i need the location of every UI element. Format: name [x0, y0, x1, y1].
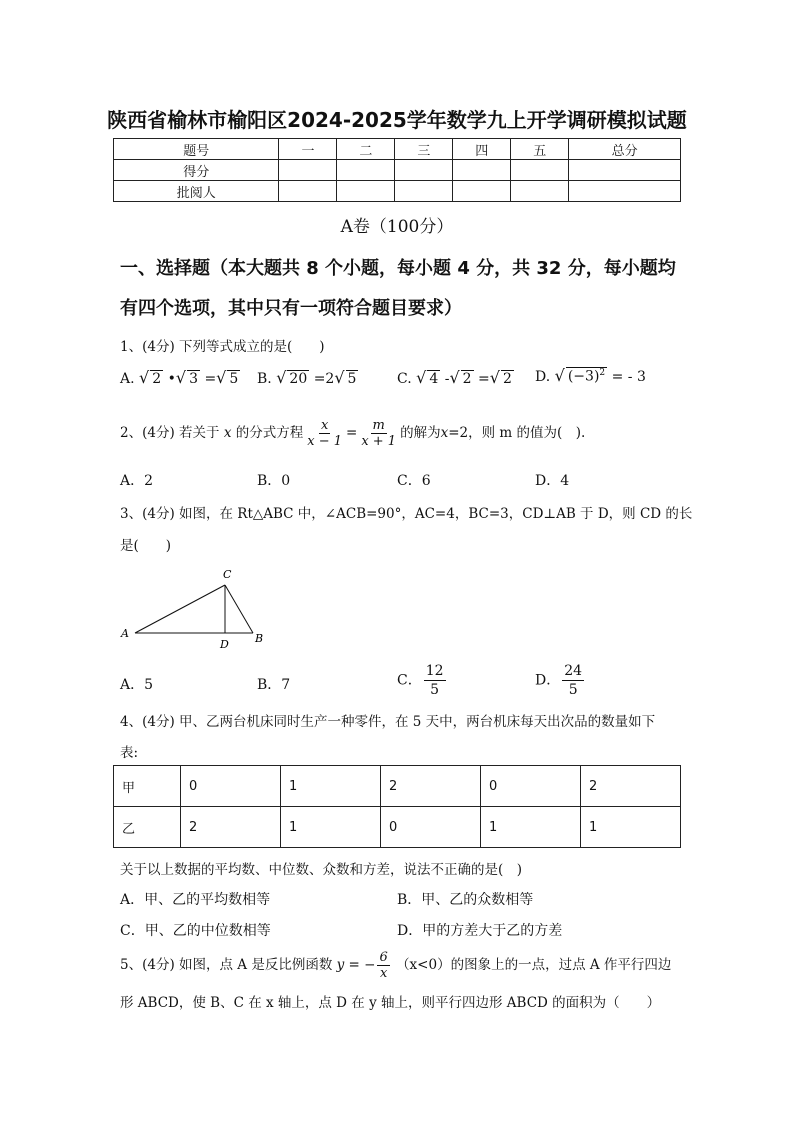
- q4-option-a[interactable]: A．甲、乙的平均数相等: [120, 892, 271, 908]
- score-header-cell: 五: [511, 139, 569, 160]
- segment-cb: [225, 585, 253, 633]
- q1-a-rad2: 3: [189, 371, 198, 387]
- score-header-cell: 二: [337, 139, 395, 160]
- score-cell[interactable]: [279, 160, 337, 181]
- table-cell: 1: [281, 807, 381, 848]
- q1-option-c[interactable]: [397, 368, 514, 387]
- section1-heading-line1: 一、选择题（本大题共 8 个小题，每小题 4 分，共 32 分，每小题均: [120, 258, 676, 279]
- score-header-cell: 总分: [569, 139, 681, 160]
- score-table-header-row: [114, 139, 681, 160]
- q2-stem-end: =2，则 m 的值为( ).: [448, 425, 586, 441]
- reviewer-cell[interactable]: [569, 181, 681, 202]
- q5-y-eq: y = −: [336, 957, 376, 973]
- q3-d-num: 24: [564, 663, 583, 679]
- q4-data-table: [113, 765, 681, 848]
- q3-d-fraction: [562, 662, 584, 699]
- q2-sol-var: x: [440, 425, 449, 441]
- q5-f-num: 6: [379, 950, 388, 965]
- q5-stem-line1: [120, 950, 671, 981]
- q5-stem-line2: 形 ABCD，使 B、C 在 x 轴上，点 D 在 y 轴上，则平行四边形 ABCD 的面积为（ ）: [120, 995, 661, 1011]
- q4-option-c[interactable]: C．甲、乙的中位数相等: [120, 923, 271, 939]
- score-cell[interactable]: [453, 160, 511, 181]
- q1-a-eq: =: [204, 371, 217, 387]
- q3-d-den: 5: [568, 682, 578, 698]
- table-cell: 0: [381, 807, 481, 848]
- score-row-label: 得分: [114, 160, 279, 181]
- table-cell: 乙: [114, 807, 181, 848]
- q2-stem-mid: 的分式方程: [235, 425, 304, 441]
- reviewer-cell[interactable]: [511, 181, 569, 202]
- q1-b-eq: =2: [313, 371, 335, 387]
- reviewer-cell[interactable]: [337, 181, 395, 202]
- q5-stem-post: （x<0）的图象上的一点，过点 A 作平行四边: [396, 957, 672, 973]
- table-row: [114, 807, 681, 848]
- q4-option-b[interactable]: B．甲、乙的众数相等: [397, 892, 534, 908]
- reviewer-row-label: 批阅人: [114, 181, 279, 202]
- q1-stem: 1、(4分) 下列等式成立的是( ): [120, 339, 325, 355]
- q2-fraction-1: [305, 418, 344, 449]
- q3-option-c[interactable]: [397, 662, 448, 699]
- table-cell: 甲: [114, 766, 181, 807]
- score-header-cell: 四: [453, 139, 511, 160]
- score-header-cell: 一: [279, 139, 337, 160]
- q1-c-rad3: 2: [502, 371, 512, 387]
- exam-title: 陕西省榆林市榆阳区2024-2025学年数学九上开学调研模拟试题: [107, 108, 687, 132]
- q1-option-d[interactable]: [535, 366, 646, 385]
- q3-c-label: C．: [397, 672, 422, 689]
- section-a-heading: A卷（100分）: [340, 217, 454, 237]
- q1-option-b[interactable]: [257, 368, 358, 387]
- score-header-cell: 题号: [114, 139, 279, 160]
- q3-option-a[interactable]: A．5: [120, 677, 154, 693]
- q2-f2-num: m: [372, 418, 385, 433]
- table-row: [114, 766, 681, 807]
- q1-a-rad1: 2: [152, 371, 162, 387]
- table-cell: 1: [581, 807, 681, 848]
- sqrt-icon: √: [175, 368, 187, 387]
- q1-a-rad3: 5: [229, 371, 239, 387]
- reviewer-row: [114, 181, 681, 202]
- q2-option-b[interactable]: B．0: [257, 473, 291, 489]
- sqrt-icon: √: [489, 368, 500, 387]
- q1-option-a[interactable]: [120, 368, 240, 387]
- q1-c-rad2: 2: [462, 371, 472, 387]
- table-cell: 2: [181, 807, 281, 848]
- q3-d-label: D．: [535, 672, 561, 689]
- q5-f-den: x: [379, 966, 388, 981]
- q2-var-x: x: [223, 425, 232, 441]
- reviewer-cell[interactable]: [279, 181, 337, 202]
- q1-c-rad1: 4: [429, 371, 439, 387]
- q1-a-label: A.: [120, 371, 135, 387]
- sqrt-icon: √: [139, 368, 150, 387]
- point-b-label: B: [255, 632, 264, 645]
- score-table: [113, 138, 681, 202]
- score-cell[interactable]: [395, 160, 453, 181]
- q1-d-rad: [566, 367, 607, 385]
- q2-f2-den: x + 1: [361, 434, 397, 449]
- q1-c-minus: -: [444, 371, 450, 387]
- q1-d-eq: = - 3: [611, 369, 646, 385]
- point-d-label: D: [220, 638, 229, 651]
- q1-c-label: C.: [397, 371, 412, 387]
- q1-c-eq: =: [478, 371, 490, 387]
- q2-f1-num: x: [320, 418, 329, 433]
- q3-stem-line1: 3、(4分) 如图，在 Rt△ABC 中，∠ACB=90°，AC=4，BC=3，CD⊥AB 于 D，则 CD 的长: [120, 506, 693, 522]
- sqrt-icon: √: [276, 368, 287, 387]
- score-cell[interactable]: [511, 160, 569, 181]
- q2-stem-post: 的解为: [400, 425, 441, 441]
- segment-ac: [135, 585, 225, 633]
- q1-b-rad2: 5: [347, 371, 357, 387]
- table-cell: 0: [481, 766, 581, 807]
- q3-option-d[interactable]: [535, 662, 586, 699]
- q4-stem-line2: 表:: [120, 745, 139, 761]
- q1-b-label: B.: [257, 371, 272, 387]
- q1-b-rad1: 20: [289, 371, 308, 387]
- q5-stem-pre: 5、(4分) 如图，点 A 是反比例函数: [120, 957, 333, 973]
- table-cell: 1: [281, 766, 381, 807]
- score-row: [114, 160, 681, 181]
- sqrt-icon: √: [554, 366, 565, 385]
- q4-stem-line1: 4、(4分) 甲、乙两台机床同时生产一种零件，在 5 天中，两台机床每天出次品的数量如下: [120, 714, 656, 730]
- score-cell[interactable]: [337, 160, 395, 181]
- table-cell: 1: [481, 807, 581, 848]
- q2-option-c[interactable]: C．6: [397, 473, 431, 489]
- q4-after-text: 关于以上数据的平均数、中位数、众数和方差，说法不正确的是( ): [120, 862, 523, 878]
- q2-stem: [120, 418, 585, 449]
- q1-a-dot: •: [167, 371, 176, 387]
- point-c-label: C: [223, 568, 232, 581]
- point-a-label: A: [121, 627, 129, 640]
- q2-stem-pre: 2、(4分) 若关于: [120, 425, 220, 441]
- q5-fraction: [377, 950, 389, 981]
- sqrt-icon: √: [416, 368, 427, 387]
- reviewer-cell[interactable]: [395, 181, 453, 202]
- q3-c-fraction: [424, 662, 446, 699]
- table-cell: 0: [181, 766, 281, 807]
- sqrt-icon: √: [334, 368, 345, 387]
- sqrt-icon: √: [449, 368, 460, 387]
- q2-option-a[interactable]: A．2: [120, 473, 154, 489]
- q2-f1-den: x − 1: [307, 434, 342, 449]
- sqrt-icon: √: [216, 368, 227, 387]
- q1-d-label: D.: [535, 369, 551, 385]
- q2-eq: =: [346, 425, 358, 441]
- score-cell[interactable]: [569, 160, 681, 181]
- q3-c-den: 5: [430, 682, 440, 698]
- q2-fraction-2: [359, 418, 398, 449]
- q3-stem-line2: 是( ): [120, 538, 172, 554]
- score-header-cell: 三: [395, 139, 453, 160]
- table-cell: 2: [581, 766, 681, 807]
- triangle-figure: [115, 565, 275, 655]
- table-cell: 2: [381, 766, 481, 807]
- reviewer-cell[interactable]: [453, 181, 511, 202]
- q2-option-d[interactable]: D．4: [535, 473, 570, 489]
- q3-option-b[interactable]: B．7: [257, 677, 291, 693]
- q4-option-d[interactable]: D．甲的方差大于乙的方差: [397, 923, 563, 939]
- q3-c-num: 12: [425, 663, 444, 679]
- section1-heading-line2: 有四个选项，其中只有一项符合题目要求）: [120, 298, 462, 319]
- q1-d-exp: 2: [599, 368, 606, 379]
- q1-d-inner: (−3): [567, 369, 600, 385]
